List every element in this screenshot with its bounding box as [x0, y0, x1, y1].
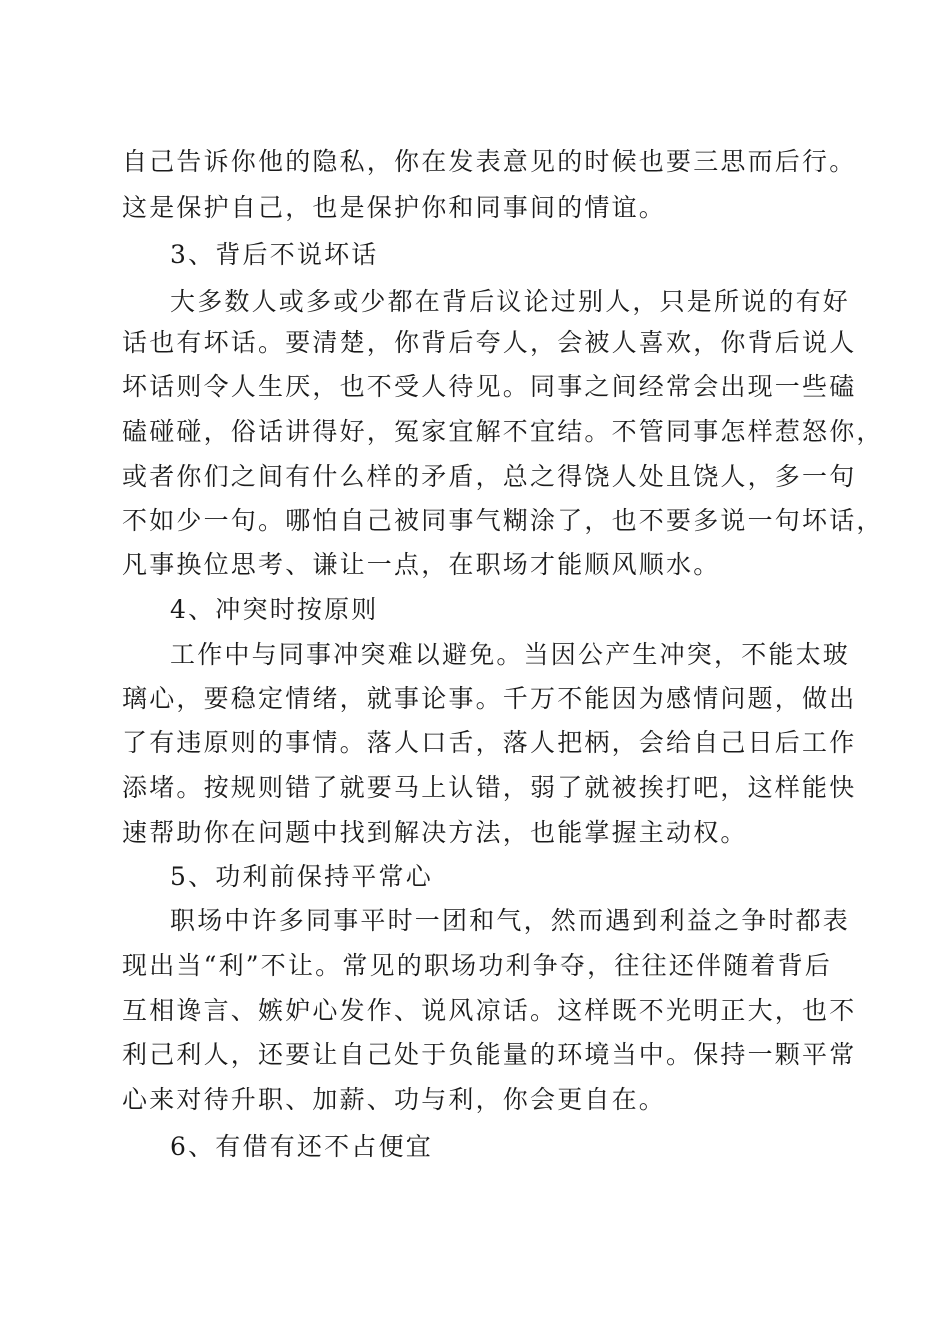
paragraph-line: 互相谗言、嫉妒心发作、说风凉话。这样既不光明正大，也不 — [122, 996, 857, 1025]
paragraph-line: 工作中与同事冲突难以避免。当因公产生冲突，不能太玻 — [170, 640, 851, 669]
paragraph-line: 话也有坏话。要清楚，你背后夸人，会被人喜欢，你背后说人 — [122, 328, 857, 357]
paragraph-line: 心来对待升职、加薪、功与利，你会更自在。 — [122, 1085, 667, 1114]
section-heading-5: 5、功利前保持平常心 — [170, 862, 433, 891]
section-heading-3: 3、背后不说坏话 — [170, 240, 379, 269]
paragraph-line: 现出当“利”不让。常见的职场功利争夺，往往还伴随着背后 — [122, 951, 832, 980]
paragraph-line: 利己利人，还要让自己处于负能量的环境当中。保持一颗平常 — [122, 1040, 857, 1069]
paragraph-line: 坏话则令人生厌，也不受人待见。同事之间经常会出现一些磕 — [122, 372, 857, 401]
section-heading-4: 4、冲突时按原则 — [170, 595, 379, 624]
paragraph-line: 速帮助你在问题中找到解决方法，也能掌握主动权。 — [122, 818, 748, 847]
paragraph-line: 添堵。按规则错了就要马上认错，弱了就被挨打吧，这样能快 — [122, 773, 857, 802]
paragraph-line: 不如少一句。哪怕自己被同事气糊涂了，也不要多说一句坏话， — [122, 506, 884, 535]
paragraph-line: 职场中许多同事平时一团和气，然而遇到利益之争时都表 — [170, 906, 851, 935]
paragraph-line: 璃心，要稳定情绪，就事论事。千万不能因为感情问题，做出 — [122, 684, 857, 713]
paragraph-line: 凡事换位思考、谦让一点，在职场才能顺风顺水。 — [122, 550, 721, 579]
paragraph-line: 或者你们之间有什么样的矛盾，总之得饶人处且饶人，多一句 — [122, 462, 857, 491]
paragraph-line: 磕碰碰，俗话讲得好，冤家宜解不宜结。不管同事怎样惹怒你， — [122, 417, 884, 446]
section-heading-6: 6、有借有还不占便宜 — [170, 1132, 433, 1161]
paragraph-line: 自己告诉你他的隐私，你在发表意见的时候也要三思而后行。 — [122, 147, 857, 176]
paragraph-line: 这是保护自己，也是保护你和同事间的情谊。 — [122, 193, 667, 222]
paragraph-line: 了有违原则的事情。落人口舌，落人把柄，会给自己日后工作 — [122, 728, 857, 757]
paragraph-line: 大多数人或多或少都在背后议论过别人，只是所说的有好 — [170, 287, 851, 316]
